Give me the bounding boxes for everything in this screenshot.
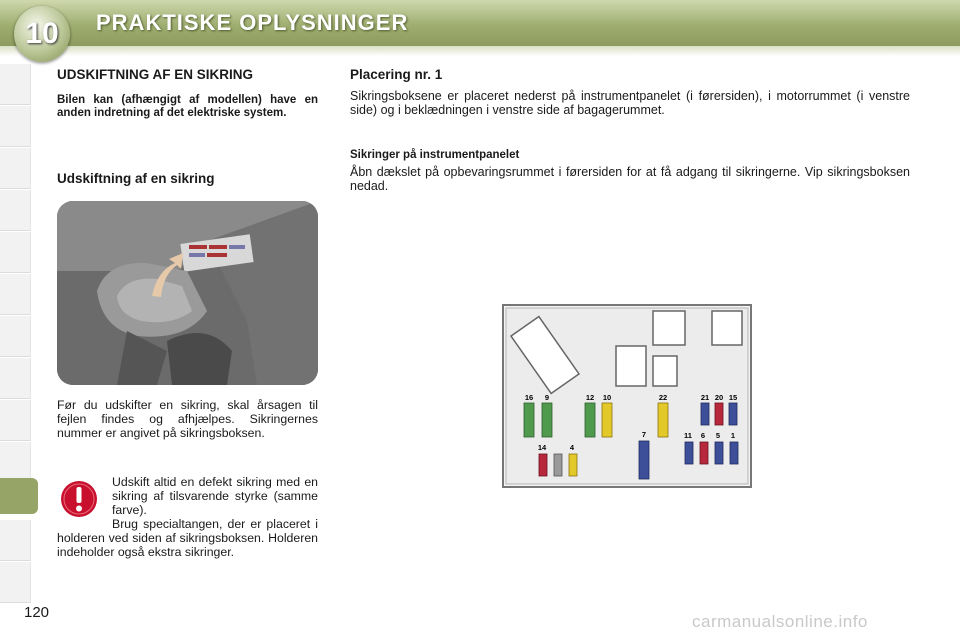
note-text: Bilen kan (afhængigt af modellen) have en anden indretning af det elektriske system. (57, 94, 318, 119)
relay-slot-2 (712, 311, 742, 345)
left-heading: UDSKIFTNING AF EN SIKRING (57, 67, 254, 82)
watermark: carmanualsonline.info (692, 612, 868, 631)
relay-slot-4 (653, 356, 677, 386)
fuse-label-11: 11 (684, 431, 692, 440)
fuse-7 (639, 441, 649, 479)
fuse-1 (730, 442, 738, 464)
fuse-label-16: 16 (524, 393, 534, 402)
thumb-tab-3 (0, 148, 31, 189)
fuse-label-10: 10 (602, 393, 612, 402)
thumb-tab-5 (0, 232, 31, 273)
fuse-label-12: 12 (585, 393, 595, 402)
thumb-tab-2 (0, 106, 31, 147)
fuse-box-photo-illustration (57, 201, 318, 385)
fuse-label-1: 1 (730, 431, 736, 440)
fuse-15 (729, 403, 737, 425)
thumb-tab-1 (0, 64, 31, 105)
fuse-label-20: 20 (714, 393, 724, 402)
access-paragraph: Åbn dækslet på opbevaringsrummet i førersiden for at få adgang til sikringerne. Vip sikringsboksen nedad. (350, 165, 910, 193)
fuse-label-15: 15 (728, 393, 738, 402)
fuse-6 (700, 442, 708, 464)
thumb-tab-10 (0, 442, 31, 483)
thumb-tab-12 (0, 520, 31, 561)
fuse-label-21: 21 (700, 393, 710, 402)
intro-paragraph: Før du udskifter en sikring, skal årsagen til fejlen findes og afhjælpes. Sikringernes nummer er angivet på sikringsboksen. (57, 398, 318, 440)
fuse-label-7: 7 (641, 430, 647, 439)
fuse-22 (658, 403, 668, 437)
warning-icon (60, 480, 98, 518)
fuse-diagram (502, 304, 752, 488)
fuse-box-photo (57, 201, 318, 385)
right-subheading: Sikringer på instrumentpanelet (350, 149, 520, 161)
fuse-16 (524, 403, 534, 437)
thumb-tab-13 (0, 562, 31, 603)
fuse-label-14: 14 (537, 443, 547, 452)
fuse-12 (585, 403, 595, 437)
relay-slot-1 (653, 311, 685, 345)
right-heading: Placering nr. 1 (350, 67, 443, 82)
fuse-14b (554, 454, 562, 476)
fuse-10 (602, 403, 612, 437)
fuse-20 (715, 403, 723, 425)
fuse-label-6: 6 (700, 431, 706, 440)
fuse-5 (715, 442, 723, 464)
thumb-tab-7 (0, 316, 31, 357)
chapter-badge: 10 (14, 6, 70, 62)
thumb-tab-6 (0, 274, 31, 315)
fuse-label-9: 9 (544, 393, 550, 402)
warning-text-1: Udskift altid en defekt sikring med en sikring af tilsvarende styrke (samme farve). (112, 475, 318, 517)
thumb-tab-9 (0, 400, 31, 441)
left-subheading: Udskiftning af en sikring (57, 171, 215, 186)
fuse-21 (701, 403, 709, 425)
thumb-tab-8 (0, 358, 31, 399)
fuse-label-22: 22 (658, 393, 668, 402)
thumb-tab-active (0, 478, 38, 514)
warning-text-2: Brug specialtangen, der er placeret i holderen ved siden af sikringsboksen. Holderen indeholder også ekstra sikringer. (57, 517, 318, 559)
fuse-11 (685, 442, 693, 464)
location-paragraph: Sikringsboksene er placeret nederst på instrumentpanelet (i førersiden), i motorrummet (i venstre side) og i beklædningen i venstre side af bagagerummet. (350, 89, 910, 117)
page-title: PRAKTISKE OPLYSNINGER (96, 10, 409, 35)
fuse-label-5: 5 (715, 431, 721, 440)
thumb-tab-4 (0, 190, 31, 231)
fuse-label-4: 4 (569, 443, 575, 452)
page-number: 120 (24, 604, 50, 621)
fuse-4 (569, 454, 577, 476)
fuse-9 (542, 403, 552, 437)
header-shadow (0, 46, 960, 56)
relay-slot-3 (616, 346, 646, 386)
fuse-14 (539, 454, 547, 476)
